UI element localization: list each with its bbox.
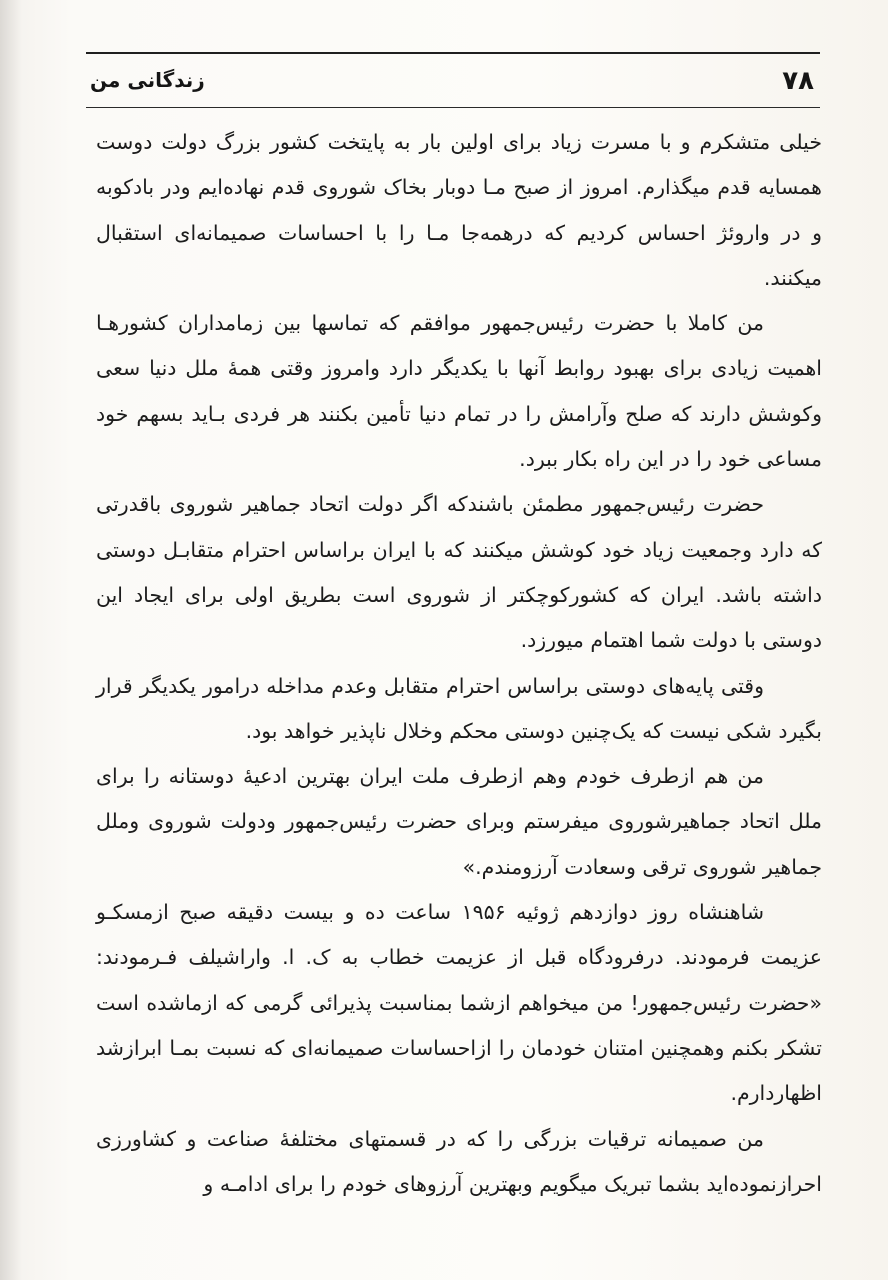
paragraph-4: وقتی پایه‌های دوستی براساس احترام متقابل وعدم مداخله درامور یکدیگر قرار بگیرد شکی نیست که یک‌چنین دوستی محکم وخلال ناپذیر خواهد بود. [96,673,822,743]
paragraph-3: حضرت رئیس‌جمهور مطمئن باشندکه اگر دولت اتحاد جماهیر شوروی باقدرتی که دارد وجمعیت زیاد خود کوشش میکنند که با ایران براساس احترام متقابـل دوستی داشته باشد. ایران که کشورکوچکتر از شوروی است بطریق اولی برای ایجاد این دوستی با دولت شما اهتمام میورزد. [96,492,822,653]
page-header [86,52,820,108]
page-number: ۷۸ [782,66,814,96]
paragraph-2: من کاملا با حضرت رئیس‌جمهور موافقم که تماسها بین زمامداران کشورهـا اهمیت زیادی برای بهبود روابط آنها با یکدیگر دارد وامروز وقتی همهٔ ملل دنیا سعی وکوشش دارند که صلح وآرامش را در تمام دنیا تأمین بکنند هر فردی بـاید بسهم خود مساعی خود را در این راه بکار ببرد. [96,311,822,472]
paragraph-1: خیلی متشکرم و با مسرت زیاد برای اولین بار به پایتخت کشور بزرگ دولت دوست همسایه قدم میگذارم. امروز از صبح مـا دوبار بخاک شوروی قدم نهاده‌ایم ودر بادکوبه و در واروئژ احساس کردیم که درهمه‌جا مـا را با احساسات صمیمانه‌ای استقبال میکنند. [96,130,822,290]
page-binding-shadow [0,0,22,1280]
running-title: زندگانی من [90,68,205,92]
paragraph-7: من صمیمانه ترقیات بزرگی را که در قسمتهای مختلفهٔ صناعت و کشاورزی احرازنموده‌اید بشما تبریک میگویم وبهترین آرزوهای خودم را برای ادامـه و [96,1126,822,1196]
paragraph-6: شاهنشاه روز دوازدهم ژوئیه ۱۹۵۶ ساعت ده و بیست دقیقه صبح ازمسکـو عزیمت فرمودند. درفرودگاه قبل از عزیمت خطاب به ک. ا. واراشیلف فـرمودند: «حضرت رئیس‌جمهور! من میخواهم ازشما بمناسبت پذیرائی گرمی که ازماشده است تشکر بکنم وهمچنین امتنان خودمان را ازاحساسات صمیمانه‌ای که نسبت بمـا ابرازشد اظهاردارم. [96,900,822,1106]
paragraph-5: من هم ازطرف خودم وهم ازطرف ملت ایران بهترین ادعیهٔ دوستانه را برای ملل اتحاد جماهیرشوروی میفرستم وبرای حضرت رئیس‌جمهور ودولت شوروی وملل جماهیر شوروی ترقی وسعادت آرزومندم.» [96,764,822,879]
body-text [96,120,822,1207]
